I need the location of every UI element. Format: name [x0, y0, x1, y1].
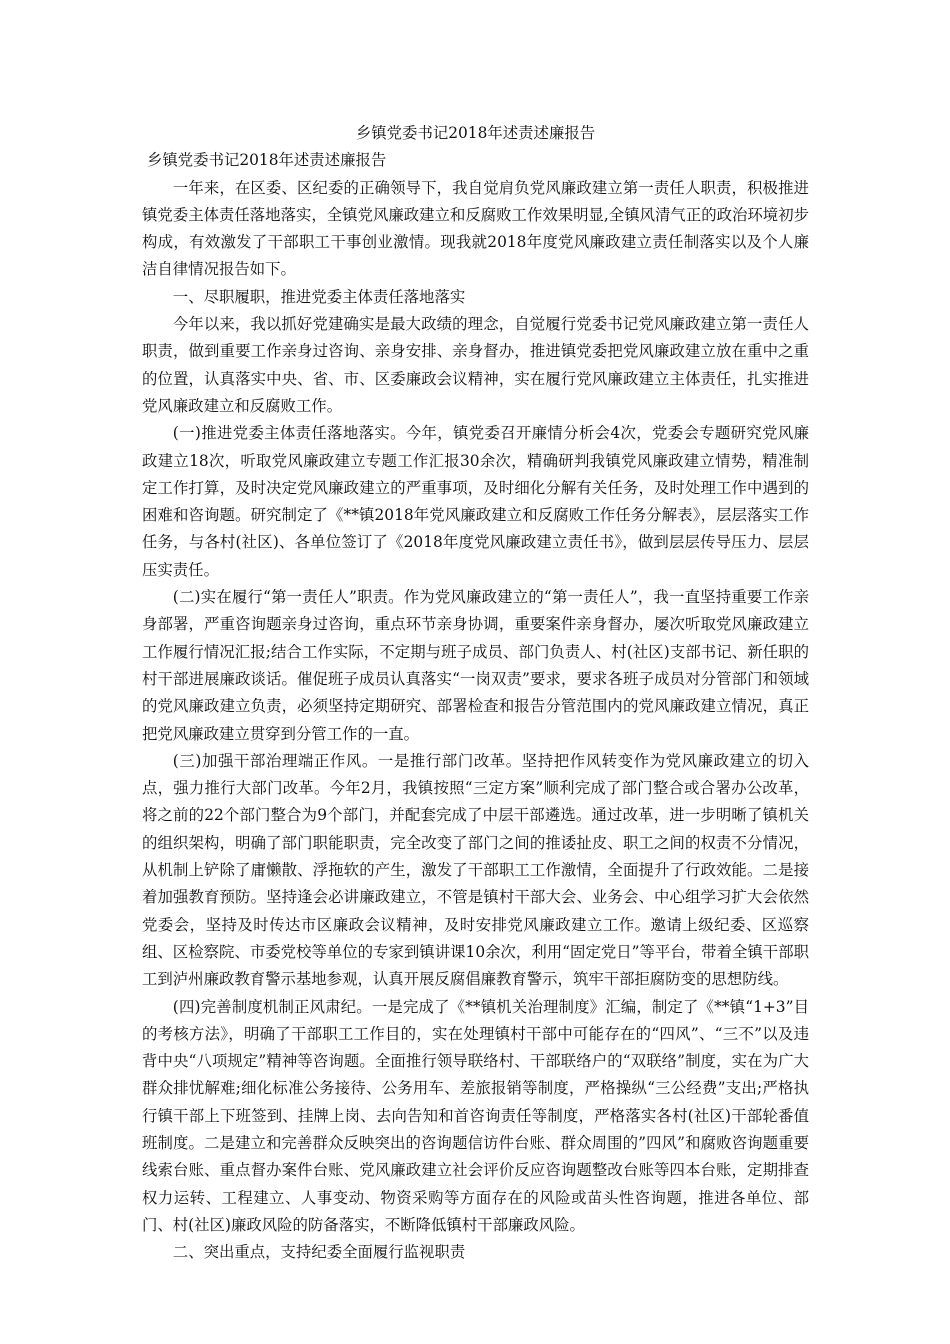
paragraph-item-4: (四)完善制度机制正风肃纪。一是完成了《**镇机关治理制度》汇编，制定了《**镇“1+3”目的考核方法》，明确了干部职工工作目的，实在处理镇村干部中可能存在的“四风”、“三不”以及违背中央“八项规定”精神等咨询题。全面推行领导联络村、干部联络户的“双联络”制度，实在为广大群众排忧解难;细化标准公务接待、公务用车、差旅报销等制度，严格操纵“三公经费”支出;严格执行镇干部上下班签到、挂牌上岗、去向告知和首咨询责任等制度，严格落实各村(社区)干部轮番值班制度。二是建立和完善群众反映突出的咨询题信访件台账、群众周围的”四风”和腐败咨询题重要线索台账、重点督办案件台账、党风廉政建立社会评价反应咨询题整改台账等四本台账，定期排查权力运转、工程建立、人事变动、物资采购等方面存在的风险或苗头性咨询题，推进各单位、部门、村(社区)廉政风险的防备落实，不断降低镇村干部廉政风险。: [142, 997, 809, 1234]
paragraph-item-3: (三)加强干部治理端正作风。一是推行部门改革。坚持把作风转变作为党风廉政建立的切入点，强力推行大部门改革。今年2月，我镇按照“三定方案”顺利完成了部门整合或合署办公改革，将之前的22个部门整合为9个部门，并配套完成了中层干部遴选。通过改革，进一步明晰了镇机关的组织架构，明确了部门职能职责，完全改变了部门之间的推诿扯皮、职工之间的权责不分情况，从机制上铲除了庸懒散、浮拖软的产生，激发了干部职工工作激情，全面提升了行政效能。二是接着加强教育预防。坚持逢会必讲廉政建立，不管是镇村干部大会、业务会、中心组学习扩大会依然党委会，坚持及时传达市区廉政会议精神，及时安排党风廉政建立工作。邀请上级纪委、区巡察组、区检察院、市委党校等单位的专家到镇讲课10余次，利用“固定党日”等平台，带着全镇干部职工到泸州廉政教育警示基地参观，认真开展反腐倡廉教育警示，筑牢干部拒腐防变的思想防线。: [142, 751, 809, 989]
section-heading-2: 二、突出重点，支持纪委全面履行监视职责: [172, 1243, 466, 1262]
paragraph-item-2: (二)实在履行“第一责任人”职责。作为党风廉政建立的“第一责任人”，我一直坚持重要工作亲身部署，严重咨询题亲身过咨询，重点环节亲身协调，重要案件亲身督办，屡次听取党风廉政建立工作履行情况汇报;结合工作实际，不定期与班子成员、部门负责人、村(社区)支部书记、新任职的村干部进展廉政谈话。催促班子成员认真落实“一岗双责”要求，要求各班子成员对分管部门和领域的党风廉政建立负责，必须坚持定期研究、部署检查和报告分管范围内的党风廉政建立情况，真正把党风廉政建立贯穿到分管工作的一直。: [142, 588, 809, 743]
document-title: 乡镇党委书记2018年述责述廉报告: [355, 124, 596, 142]
paragraph-item-1: (一)推进党委主体责任落地落实。今年，镇党委召开廉情分析会4次，党委会专题研究党风廉政建立18次，听取党风廉政建立专题工作汇报30余次，精确研判我镇党风廉政建立情势，精准制定工作打算，及时决定党风廉政建立的严重事项，及时细化分解有关任务，及时处理工作中遇到的困难和咨询题。研究制定了《**镇2018年党风廉政建立和反腐败工作任务分解表》，层层落实工作任务，与各村(社区)、各单位签订了《2018年度党风廉政建立责任书》，做到层层传导压力、层层压实责任。: [142, 424, 809, 579]
section-heading-1: 一、尽职履职，推进党委主体责任落地落实: [172, 287, 466, 306]
document-subtitle: 乡镇党委书记2018年述责述廉报告: [147, 151, 387, 170]
document-page: [142, 120, 809, 1266]
paragraph-intro: 一年来，在区委、区纪委的正确领导下，我自觉肩负党风廉政建立第一责任人职责，积极推进镇党委主体责任落地落实，全镇党风廉政建立和反腐败工作效果明显,全镇风清气正的政治环境初步构成，有效激发了干部职工干事创业激情。现我就2018年度党风廉政建立责任制落实以及个人廉洁自律情况报告如下。: [142, 178, 809, 279]
paragraph-section-1-intro: 今年以来，我以抓好党建确实是最大政绩的理念，自觉履行党委书记党风廉政建立第一责任人职责，做到重要工作亲身过咨询、亲身安排、亲身督办，推进镇党委把党风廉政建立放在重中之重的位置，认真落实中央、省、市、区委廉政会议精神，实在履行党风廉政建立主体责任，扎实推进党风廉政建立和反腐败工作。: [142, 315, 809, 415]
